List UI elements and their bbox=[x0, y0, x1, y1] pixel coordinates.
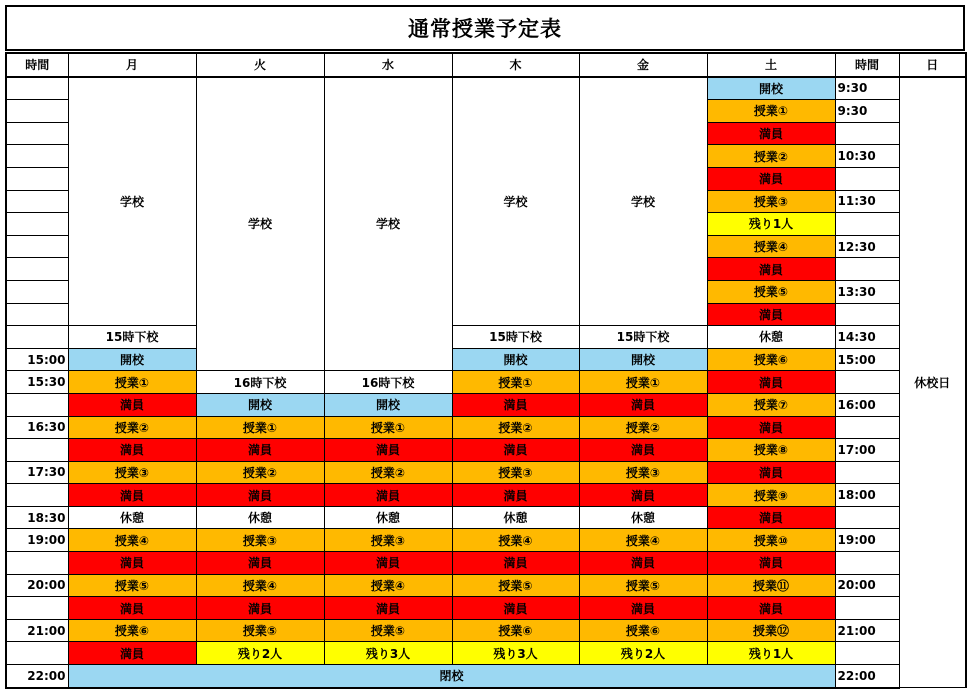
fri-full-cell: 満員 bbox=[579, 484, 707, 507]
time-cell: 21:00 bbox=[6, 619, 68, 642]
header-time-right: 時間 bbox=[835, 53, 899, 77]
mon-lesson-cell: 授業③ bbox=[68, 461, 196, 484]
fri-full-cell: 満員 bbox=[579, 393, 707, 416]
tue-break-cell: 休憩 bbox=[196, 506, 324, 529]
tue-school-cell: 学校 bbox=[196, 77, 324, 371]
mon-school-cell: 学校 bbox=[68, 77, 196, 326]
right-time-cell bbox=[835, 597, 899, 620]
header-tue: 火 bbox=[196, 53, 324, 77]
time-cell bbox=[6, 280, 68, 303]
table-row bbox=[6, 393, 966, 416]
tue-lesson-cell: 授業① bbox=[196, 416, 324, 439]
right-time-cell bbox=[835, 258, 899, 281]
right-time-cell bbox=[835, 642, 899, 665]
time-cell bbox=[6, 145, 68, 168]
thu-full-cell: 満員 bbox=[452, 597, 579, 620]
header-sun: 日 bbox=[899, 53, 966, 77]
sat-lesson-cell: 授業⑦ bbox=[707, 393, 835, 416]
mon-break-cell: 休憩 bbox=[68, 506, 196, 529]
right-time-cell bbox=[835, 167, 899, 190]
wed-lesson-cell: 授業③ bbox=[324, 529, 452, 552]
time-cell bbox=[6, 122, 68, 145]
table-row bbox=[6, 461, 966, 484]
thu-school-cell: 学校 bbox=[452, 77, 579, 326]
sat-lesson-cell: 授業④ bbox=[707, 235, 835, 258]
right-time-cell bbox=[835, 461, 899, 484]
close-cell: 閉校 bbox=[68, 665, 835, 688]
sat-lesson-cell: 授業⑥ bbox=[707, 348, 835, 371]
wed-remaining-cell: 残り3人 bbox=[324, 642, 452, 665]
right-time-cell bbox=[835, 552, 899, 575]
thu-break-cell: 休憩 bbox=[452, 506, 579, 529]
table-row bbox=[6, 552, 966, 575]
time-cell bbox=[6, 303, 68, 326]
mon-full-cell: 満員 bbox=[68, 642, 196, 665]
sat-full-cell: 満員 bbox=[707, 552, 835, 575]
time-cell: 15:30 bbox=[6, 371, 68, 394]
table-row bbox=[6, 77, 966, 100]
thu-lesson-cell: 授業⑥ bbox=[452, 619, 579, 642]
time-cell bbox=[6, 167, 68, 190]
header-thu: 木 bbox=[452, 53, 579, 77]
tue-open-cell: 開校 bbox=[196, 393, 324, 416]
table-row bbox=[6, 619, 966, 642]
tue-lesson-cell: 授業⑤ bbox=[196, 619, 324, 642]
table-row bbox=[6, 642, 966, 665]
right-time-cell bbox=[835, 213, 899, 236]
schedule-table bbox=[5, 52, 967, 689]
fri-remaining-cell: 残り2人 bbox=[579, 642, 707, 665]
mon-lesson-cell: 授業④ bbox=[68, 529, 196, 552]
time-cell: 20:00 bbox=[6, 574, 68, 597]
sat-full-cell: 満員 bbox=[707, 122, 835, 145]
sat-full-cell: 満員 bbox=[707, 506, 835, 529]
fri-lesson-cell: 授業⑥ bbox=[579, 619, 707, 642]
right-time-cell: 21:00 bbox=[835, 619, 899, 642]
mon-full-cell: 満員 bbox=[68, 439, 196, 462]
time-cell bbox=[6, 552, 68, 575]
sat-remaining-cell: 残り1人 bbox=[707, 642, 835, 665]
table-row bbox=[6, 506, 966, 529]
thu-lesson-cell: 授業② bbox=[452, 416, 579, 439]
sat-lesson-cell: 授業⑫ bbox=[707, 619, 835, 642]
table-row bbox=[6, 326, 966, 349]
right-time-cell: 9:30 bbox=[835, 77, 899, 100]
mon-full-cell: 満員 bbox=[68, 484, 196, 507]
wed-lesson-cell: 授業① bbox=[324, 416, 452, 439]
right-time-cell: 19:00 bbox=[835, 529, 899, 552]
sat-full-cell: 満員 bbox=[707, 371, 835, 394]
right-time-cell bbox=[835, 303, 899, 326]
right-time-cell: 10:30 bbox=[835, 145, 899, 168]
table-row bbox=[6, 597, 966, 620]
time-cell bbox=[6, 484, 68, 507]
sat-full-cell: 満員 bbox=[707, 416, 835, 439]
fri-full-cell: 満員 bbox=[579, 597, 707, 620]
fri-lesson-cell: 授業⑤ bbox=[579, 574, 707, 597]
mon-lesson-cell: 授業⑥ bbox=[68, 619, 196, 642]
tue-lesson-cell: 授業② bbox=[196, 461, 324, 484]
sunday-closed-cell: 休校日 bbox=[899, 77, 966, 688]
right-time-cell bbox=[835, 416, 899, 439]
tue-lesson-cell: 授業③ bbox=[196, 529, 324, 552]
wed-school-cell: 学校 bbox=[324, 77, 452, 371]
thu-lesson-cell: 授業④ bbox=[452, 529, 579, 552]
right-time-cell: 16:00 bbox=[835, 393, 899, 416]
thu-lesson-cell: 授業① bbox=[452, 371, 579, 394]
time-cell: 15:00 bbox=[6, 348, 68, 371]
fri-full-cell: 満員 bbox=[579, 439, 707, 462]
table-row bbox=[6, 371, 966, 394]
sat-break-cell: 休憩 bbox=[707, 326, 835, 349]
fri-full-cell: 満員 bbox=[579, 552, 707, 575]
mon-dismissal-cell: 15時下校 bbox=[68, 326, 196, 349]
right-time-cell: 11:30 bbox=[835, 190, 899, 213]
time-cell bbox=[6, 326, 68, 349]
thu-lesson-cell: 授業⑤ bbox=[452, 574, 579, 597]
mon-full-cell: 満員 bbox=[68, 597, 196, 620]
right-time-cell: 17:00 bbox=[835, 439, 899, 462]
sat-full-cell: 満員 bbox=[707, 303, 835, 326]
time-cell: 17:30 bbox=[6, 461, 68, 484]
time-cell bbox=[6, 393, 68, 416]
wed-lesson-cell: 授業② bbox=[324, 461, 452, 484]
time-cell: 16:30 bbox=[6, 416, 68, 439]
thu-full-cell: 満員 bbox=[452, 439, 579, 462]
thu-lesson-cell: 授業③ bbox=[452, 461, 579, 484]
tue-full-cell: 満員 bbox=[196, 484, 324, 507]
time-cell: 22:00 bbox=[6, 665, 68, 688]
tue-full-cell: 満員 bbox=[196, 439, 324, 462]
mon-lesson-cell: 授業⑤ bbox=[68, 574, 196, 597]
wed-break-cell: 休憩 bbox=[324, 506, 452, 529]
table-row bbox=[6, 574, 966, 597]
sat-full-cell: 満員 bbox=[707, 167, 835, 190]
table-row bbox=[6, 484, 966, 507]
header-sat: 土 bbox=[707, 53, 835, 77]
time-cell bbox=[6, 642, 68, 665]
time-cell: 18:30 bbox=[6, 506, 68, 529]
wed-full-cell: 満員 bbox=[324, 552, 452, 575]
thu-open-cell: 開校 bbox=[452, 348, 579, 371]
time-cell bbox=[6, 77, 68, 100]
mon-full-cell: 満員 bbox=[68, 552, 196, 575]
wed-full-cell: 満員 bbox=[324, 484, 452, 507]
table-row bbox=[6, 529, 966, 552]
header-mon: 月 bbox=[68, 53, 196, 77]
sat-lesson-cell: 授業⑤ bbox=[707, 280, 835, 303]
time-cell bbox=[6, 258, 68, 281]
fri-lesson-cell: 授業② bbox=[579, 416, 707, 439]
header-time: 時間 bbox=[6, 53, 68, 77]
tue-dismissal-cell: 16時下校 bbox=[196, 371, 324, 394]
wed-lesson-cell: 授業⑤ bbox=[324, 619, 452, 642]
wed-lesson-cell: 授業④ bbox=[324, 574, 452, 597]
right-time-cell bbox=[835, 122, 899, 145]
thu-remaining-cell: 残り3人 bbox=[452, 642, 579, 665]
time-cell bbox=[6, 100, 68, 123]
right-time-cell: 13:30 bbox=[835, 280, 899, 303]
sat-full-cell: 満員 bbox=[707, 461, 835, 484]
sat-lesson-cell: 授業⑧ bbox=[707, 439, 835, 462]
mon-full-cell: 満員 bbox=[68, 393, 196, 416]
thu-full-cell: 満員 bbox=[452, 552, 579, 575]
table-row bbox=[6, 416, 966, 439]
sat-full-cell: 満員 bbox=[707, 597, 835, 620]
sat-lesson-cell: 授業① bbox=[707, 100, 835, 123]
wed-dismissal-cell: 16時下校 bbox=[324, 371, 452, 394]
sat-lesson-cell: 授業⑨ bbox=[707, 484, 835, 507]
fri-dismissal-cell: 15時下校 bbox=[579, 326, 707, 349]
fri-school-cell: 学校 bbox=[579, 77, 707, 326]
sat-lesson-cell: 授業⑩ bbox=[707, 529, 835, 552]
header-wed: 水 bbox=[324, 53, 452, 77]
tue-lesson-cell: 授業④ bbox=[196, 574, 324, 597]
right-time-cell bbox=[835, 506, 899, 529]
mon-lesson-cell: 授業② bbox=[68, 416, 196, 439]
sat-open-cell: 開校 bbox=[707, 77, 835, 100]
sat-lesson-cell: 授業② bbox=[707, 145, 835, 168]
time-cell: 19:00 bbox=[6, 529, 68, 552]
table-row bbox=[6, 439, 966, 462]
right-time-cell: 14:30 bbox=[835, 326, 899, 349]
thu-dismissal-cell: 15時下校 bbox=[452, 326, 579, 349]
right-time-cell: 22:00 bbox=[835, 665, 899, 688]
right-time-cell: 15:00 bbox=[835, 348, 899, 371]
wed-open-cell: 開校 bbox=[324, 393, 452, 416]
tue-full-cell: 満員 bbox=[196, 597, 324, 620]
fri-lesson-cell: 授業③ bbox=[579, 461, 707, 484]
time-cell bbox=[6, 213, 68, 236]
right-time-cell bbox=[835, 371, 899, 394]
fri-open-cell: 開校 bbox=[579, 348, 707, 371]
sat-lesson-cell: 授業③ bbox=[707, 190, 835, 213]
wed-full-cell: 満員 bbox=[324, 439, 452, 462]
header-row bbox=[6, 53, 966, 77]
tue-full-cell: 満員 bbox=[196, 552, 324, 575]
time-cell bbox=[6, 235, 68, 258]
time-cell bbox=[6, 439, 68, 462]
table-row bbox=[6, 348, 966, 371]
thu-full-cell: 満員 bbox=[452, 393, 579, 416]
wed-full-cell: 満員 bbox=[324, 597, 452, 620]
fri-break-cell: 休憩 bbox=[579, 506, 707, 529]
time-cell bbox=[6, 597, 68, 620]
right-time-cell: 20:00 bbox=[835, 574, 899, 597]
header-fri: 金 bbox=[579, 53, 707, 77]
right-time-cell: 9:30 bbox=[835, 100, 899, 123]
fri-lesson-cell: 授業④ bbox=[579, 529, 707, 552]
mon-open-cell: 開校 bbox=[68, 348, 196, 371]
time-cell bbox=[6, 190, 68, 213]
fri-lesson-cell: 授業① bbox=[579, 371, 707, 394]
table-row bbox=[6, 665, 966, 688]
sat-lesson-cell: 授業⑪ bbox=[707, 574, 835, 597]
tue-remaining-cell: 残り2人 bbox=[196, 642, 324, 665]
right-time-cell: 18:00 bbox=[835, 484, 899, 507]
right-time-cell: 12:30 bbox=[835, 235, 899, 258]
thu-full-cell: 満員 bbox=[452, 484, 579, 507]
sheet-title: 通常授業予定表 bbox=[5, 5, 965, 51]
sat-full-cell: 満員 bbox=[707, 258, 835, 281]
mon-lesson-cell: 授業① bbox=[68, 371, 196, 394]
sat-remaining-cell: 残り1人 bbox=[707, 213, 835, 236]
